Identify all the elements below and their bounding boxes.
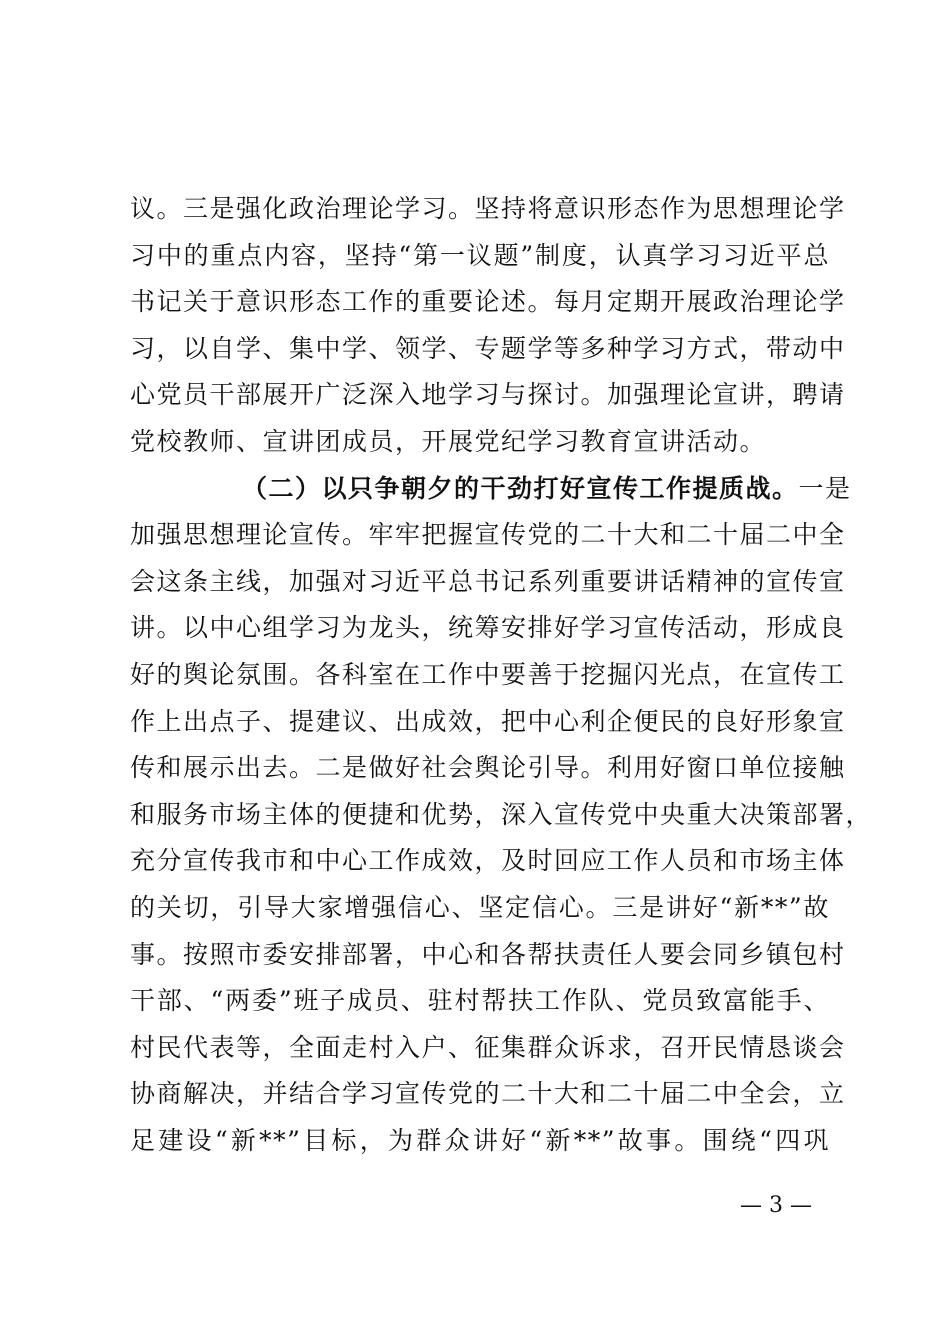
paragraph-line: 足建设“新**”目标，为群众讲好“新**”故事。围绕“四巩 — [130, 1125, 830, 1155]
paragraph-line: 的关切，引导大家增强信心、坚定信心。三是讲好“新**”故 — [130, 892, 830, 922]
paragraph-line: 村民代表等，全面走村入户、征集群众诉求，召开民情恳谈会 — [130, 1032, 846, 1062]
paragraph-line: 充分宣传我市和中心工作成效，及时回应工作人员和市场主体 — [130, 846, 846, 876]
paragraph-line: 会这条主线，加强对习近平总书记系列重要讲话精神的宣传宣 — [130, 566, 846, 596]
paragraph-line: 习中的重点内容，坚持“第一议题”制度，认真学习习近平总 — [130, 240, 830, 270]
paragraph-line: 习，以自学、集中学、领学、专题学等多种学习方式，带动中 — [130, 333, 846, 363]
paragraph-line: 心党员干部展开广泛深入地学习与探讨。加强理论宣讲，聘请 — [130, 380, 846, 410]
paragraph-line: 党校教师、宣讲团成员，开展党纪学习教育宣讲活动。 — [130, 426, 767, 456]
paragraph-line: 好的舆论氛围。各科室在工作中要善于挖掘闪光点，在宣传工 — [130, 659, 846, 689]
paragraph-line: 和服务市场主体的便捷和优势，深入宣传党中央重大决策部署， — [130, 799, 873, 829]
paragraph-line: 议。三是强化政治理论学习。坚持将意识形态作为思想理论学 — [130, 194, 846, 223]
paragraph-line: 干部、“两委”班子成员、驻村帮扶工作队、党员致富能手、 — [130, 986, 830, 1016]
section-heading: （二）以只争朝夕的干劲打好宣传工作提质战。 — [242, 473, 799, 503]
section-heading-line — [130, 466, 852, 513]
paragraph-line: 事。按照市委安排部署，中心和各帮扶责任人要会同乡镇包村 — [130, 939, 846, 969]
paragraph-line: 传和展示出去。二是做好社会舆论引导。利用好窗口单位接触 — [130, 753, 846, 783]
paragraph-line: 作上出点子、提建议、出成效，把中心利企便民的良好形象宣 — [130, 706, 846, 736]
paragraph-line: 讲。以中心组学习为龙头，统筹安排好学习宣传活动，形成良 — [130, 613, 846, 643]
document-body — [130, 186, 873, 1164]
paragraph-line: 加强思想理论宣传。牢牢把握宣传党的二十大和二十届二中全 — [130, 520, 846, 550]
paragraph-line: 书记关于意识形态工作的重要论述。每月定期开展政治理论学 — [130, 287, 846, 317]
paragraph-line: 协商解决，并结合学习宣传党的二十大和二十届二中全会，立 — [130, 1079, 846, 1109]
page-number: — 3 — — [740, 1193, 812, 1218]
section-heading-rest: 一是 — [798, 473, 852, 503]
